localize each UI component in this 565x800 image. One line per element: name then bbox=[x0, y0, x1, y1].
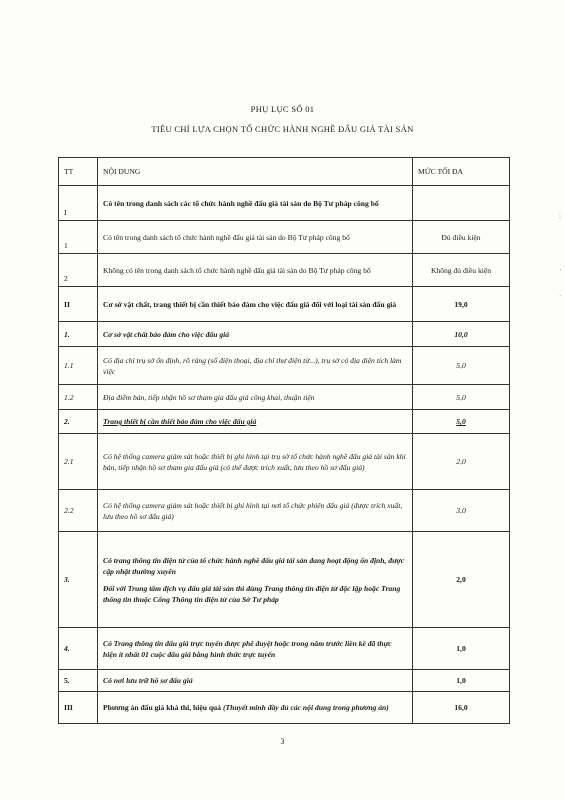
page-number: 3 bbox=[280, 737, 285, 746]
row-content bbox=[98, 532, 413, 628]
row-tt: 1.2 bbox=[59, 385, 98, 410]
page-title: PHỤ LỤC SỐ 01 bbox=[250, 104, 315, 114]
row-tt: 2.2 bbox=[59, 490, 98, 532]
row-value: 10,0 bbox=[413, 322, 510, 347]
row-content: Địa điểm bán, tiếp nhận hồ sơ tham gia đấu giá công khai, thuận tiện bbox=[98, 385, 413, 410]
row-value: 5,0 bbox=[413, 410, 510, 434]
row-value: 1,0 bbox=[413, 628, 510, 670]
row-tt: 1. bbox=[59, 322, 98, 347]
row-tt: 2. bbox=[59, 410, 98, 434]
row-content: Cơ sở vật chất, trang thiết bị cần thiết bảo đảm cho việc đấu giá đối với loại tài sản đấu giá bbox=[98, 287, 413, 322]
margin-stamp-mark: ; bbox=[559, 212, 561, 220]
row-content bbox=[98, 692, 413, 724]
row-content: Có nơi lưu trữ hồ sơ đấu giá bbox=[98, 670, 413, 692]
row-tt: 4. bbox=[59, 628, 98, 670]
row-content-note: Đối với Trung tâm dịch vụ đấu giá tài sản thì dùng Trang thông tin điện tử độc lập hoặc Trang thông tin thuộc Cổng Thông tin điện tử của Sở Tư pháp bbox=[103, 583, 401, 604]
row-content: Có Trang thông tin đấu giá trực tuyến được phê duyệt hoặc trong năm trước liền kề đã thực hiện ít nhất 01 cuộc đấu giá bằng hình thức trực tuyến bbox=[98, 628, 413, 670]
row-value: 19,0 bbox=[413, 287, 510, 322]
row-content-main: Phương án đấu giá khả thi, hiệu quả bbox=[103, 703, 222, 712]
table-row bbox=[59, 287, 510, 322]
row-content: Có địa chỉ trụ sở ổn định, rõ ràng (số điện thoại, địa chỉ thư điện tử...), trụ sở có địa diện tích làm việc bbox=[98, 347, 413, 385]
column-header-tt: TT bbox=[59, 158, 98, 186]
row-content: Có hệ thống camera giám sát hoặc thiết bị ghi hình tại trụ sở tổ chức hành nghề đấu giá tài sản khi bán, tiếp nhận hồ sơ tham gia đấu giá (có thể được trích xuất, lưu theo hồ sơ đấu giá) bbox=[98, 434, 413, 490]
table-row bbox=[59, 322, 510, 347]
row-content-note: (Thuyết minh đầy đủ các nội dung trong phương án) bbox=[222, 703, 389, 712]
row-content: Có hệ thống camera giám sát hoặc thiết bị ghi hình tại nơi tổ chức phiên đấu giá (được trích xuất, lưu theo hồ sơ đấu giá) bbox=[98, 490, 413, 532]
page-subtitle: TIÊU CHÍ LỰA CHỌN TỔ CHỨC HÀNH NGHỀ ĐẤU GIÁ TÀI SẢN bbox=[151, 124, 414, 134]
row-value: 3,0 bbox=[413, 490, 510, 532]
row-tt: 2.1 bbox=[59, 434, 98, 490]
column-header-max: MỨC TỐI ĐA bbox=[413, 158, 510, 186]
row-content: Có tên trong danh sách các tổ chức hành nghề đấu giá tài sản do Bộ Tư pháp công bố bbox=[98, 186, 413, 221]
criteria-table bbox=[58, 157, 510, 724]
table-row bbox=[59, 692, 510, 724]
table-row bbox=[59, 385, 510, 410]
row-value: Không đủ điều kiện bbox=[413, 254, 510, 287]
row-content: Cơ sở vật chất bảo đảm cho việc đấu giá bbox=[98, 322, 413, 347]
row-tt: II bbox=[59, 287, 98, 322]
row-value: 5,0 bbox=[413, 385, 510, 410]
row-tt: 1.1 bbox=[59, 347, 98, 385]
table-row bbox=[59, 670, 510, 692]
table-header-row bbox=[59, 158, 510, 186]
column-header-content: NỘI DUNG bbox=[98, 158, 413, 186]
table-row bbox=[59, 434, 510, 490]
row-content: Không có tên trong danh sách tổ chức hành nghề đấu giá tài sản do Bộ Tư pháp công bố bbox=[98, 254, 413, 287]
row-value: 2,0 bbox=[413, 532, 510, 628]
margin-stamp-mark: ' bbox=[559, 268, 561, 276]
table-row bbox=[59, 628, 510, 670]
row-value: 16,0 bbox=[413, 692, 510, 724]
table-row bbox=[59, 490, 510, 532]
row-value: 1,0 bbox=[413, 670, 510, 692]
row-tt: 5. bbox=[59, 670, 98, 692]
table-row bbox=[59, 347, 510, 385]
row-content-main: Có trang thông tin điện tử của tổ chức hành nghề đấu giá tài sản đang hoạt động ổn định, được cập nhật thường xuyên bbox=[103, 555, 405, 576]
table-row bbox=[59, 254, 510, 287]
row-tt: III bbox=[59, 692, 98, 724]
row-tt: 1 bbox=[59, 221, 98, 254]
row-content: Trang thiết bị cần thiết bảo đảm cho việc đấu giá bbox=[98, 410, 413, 434]
margin-stamp-mark: , bbox=[559, 290, 561, 298]
table-row bbox=[59, 186, 510, 221]
row-value: 5,0 bbox=[413, 347, 510, 385]
table-row bbox=[59, 221, 510, 254]
row-value: 2,0 bbox=[413, 434, 510, 490]
table-row bbox=[59, 410, 510, 434]
row-value: Đủ điều kiện bbox=[413, 221, 510, 254]
row-content: Có tên trong danh sách tổ chức hành nghề đấu giá tài sản do Bộ Tư pháp công bố bbox=[98, 221, 413, 254]
row-tt: 2 bbox=[59, 254, 98, 287]
table-row bbox=[59, 532, 510, 628]
row-tt: I bbox=[59, 186, 98, 221]
row-value bbox=[413, 186, 510, 221]
row-tt: 3. bbox=[59, 532, 98, 628]
